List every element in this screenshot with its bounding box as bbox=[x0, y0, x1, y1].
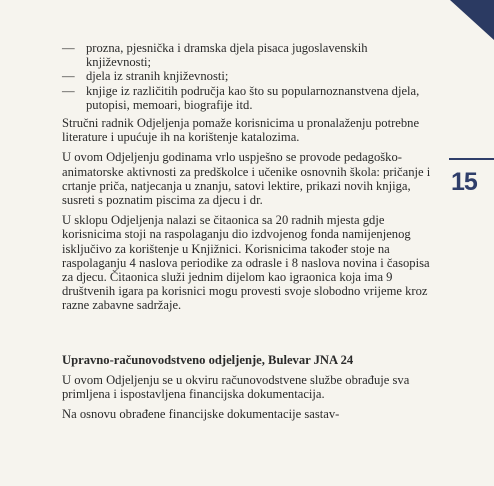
list-item-text: prozna, pjesnička i dramska djela pisaca jugoslavenskih književnosti; bbox=[86, 41, 368, 70]
list-dash: — bbox=[62, 69, 75, 84]
paragraph-reading-room: U sklopu Odjeljenja nalazi se čitaonica sa 20 radnih mjesta gdje korisnicima stoji na raspolaganju dio izdvojenog fonda namijenjenog isključivo za korištenje u Knjižnici. Korisnicima također stoje na raspolaganju 4 naslova periodike za odrasle i 8 naslova novina i časopisa za djecu. Čitaonica služi jednim dijelom kao igraonica koja ima 9 društvenih igara pa korisnici mogu provesti svoje slobodno vrijeme kroz razne zabavne sadržaje. bbox=[62, 213, 430, 313]
list-dash: — bbox=[62, 83, 75, 98]
page-body bbox=[62, 41, 434, 427]
list-item bbox=[62, 41, 434, 69]
section-heading: Upravno-računovodstveno odjeljenje, Bulevar JNA 24 bbox=[62, 352, 354, 367]
paragraph-activities: U ovom Odjeljenju godinama vrlo uspješno se provode pedagoško-animatorske aktivnosti za predškolce i učenike osnovnih škola: pričanje i crtanje priča, natjecanja u znanju, satovi lektire, prikazi novih knjiga, susreti s poznatim piscima za djecu i dr. bbox=[62, 150, 431, 208]
list-dash: — bbox=[62, 41, 75, 55]
page-number: 15 bbox=[451, 168, 477, 196]
list-item-text: djela iz stranih književnosti; bbox=[86, 69, 229, 84]
list-item-text: knjige iz različitih područja kao što su popularnoznanstvena djela, putopisi, memoari, biografije itd. bbox=[86, 83, 420, 112]
list-item bbox=[62, 69, 434, 83]
paragraph-continued: Na osnovu obrađene financijske dokumentacije sastav- bbox=[62, 407, 340, 422]
collection-list bbox=[62, 41, 434, 112]
paragraph-staff-help: Stručni radnik Odjeljenja pomaže korisnicima u pronalaženju potrebne literature i upućuje ih na korištenje katalozima. bbox=[62, 116, 420, 145]
section-spacer bbox=[62, 319, 434, 353]
corner-tab-decoration bbox=[450, 0, 494, 40]
list-item bbox=[62, 84, 434, 112]
page-number-rule bbox=[449, 158, 494, 160]
paragraph-accounting: U ovom Odjeljenju se u okviru računovodstvene službe obrađuje sva primljena i ispostavljena financijska dokumentacija. bbox=[62, 372, 410, 402]
